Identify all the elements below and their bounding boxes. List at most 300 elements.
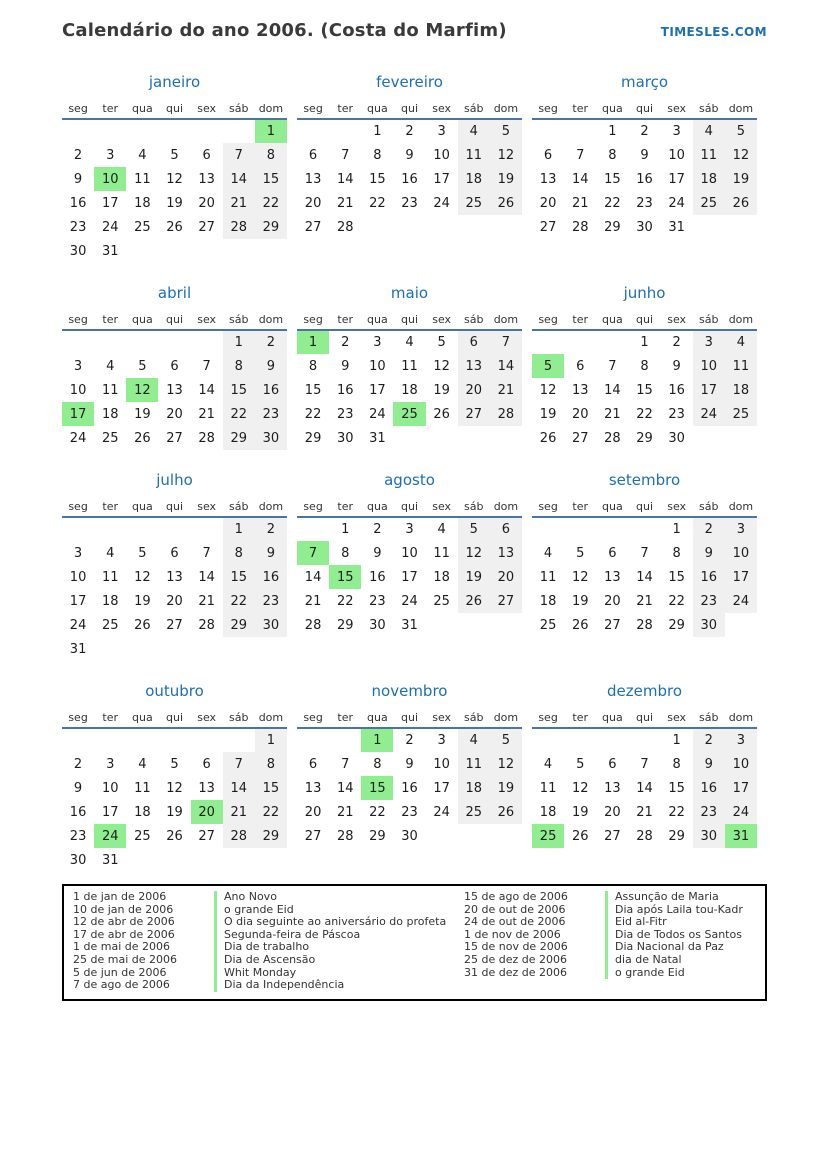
day-cell: 25 [101,617,119,633]
weekday-label: dom [725,497,757,517]
day-cell: 19 [134,593,151,609]
day-cell: 18 [134,804,151,820]
day-cell: 29 [604,219,621,235]
day-cell: 17 [693,378,725,402]
weekday-label: seg [62,99,94,119]
day-cell: 2 [693,728,725,752]
day-cell: 25 [101,430,119,446]
day-cell: 13 [198,780,215,796]
day-cell: 3 [437,733,446,748]
day-cell: 18 [458,167,490,191]
month-title: março [620,73,669,91]
empty-cell [458,426,490,450]
day-cell: 17 [69,593,87,609]
legend-date: 1 de jan de 2006 [73,890,167,903]
empty-cell [426,215,458,239]
day-cell: 27 [166,617,183,633]
weekday-label: qua [126,497,158,517]
day-cell: 1 [608,124,617,139]
empty-cell [126,728,158,752]
day-cell: 20 [166,406,183,422]
day-cell: 25 [693,191,725,215]
week-row [297,354,522,378]
empty-cell [297,728,329,752]
day-cell: 15 [255,776,287,800]
day-cell: 14 [198,569,215,585]
day-cell: 8 [672,545,681,561]
week-row [532,613,757,637]
week-row [62,119,287,143]
day-cell: 19 [490,167,522,191]
week-row [62,402,287,426]
month-novembro [297,683,522,872]
legend-date: 12 de abr de 2006 [73,915,175,929]
day-cell: 17 [62,402,94,426]
legend-holiday-name: Dia após Laila tou-Kadr [605,904,743,917]
day-cell: 13 [604,780,621,796]
empty-cell [158,119,190,143]
day-cell: 12 [725,143,757,167]
weekday-label: sáb [223,497,255,517]
day-cell: 23 [255,402,287,426]
day-cell: 30 [255,613,287,637]
month-title: novembro [371,682,448,700]
day-cell: 23 [668,406,685,422]
weekday-header-row [532,99,757,119]
day-cell: 26 [134,617,151,633]
day-cell: 31 [69,641,87,657]
weekday-header-row [62,497,287,517]
legend-holiday-name: Dia Nacional da Paz [605,941,724,954]
day-cell: 21 [636,593,653,609]
day-cell: 18 [539,804,557,820]
day-cell: 7 [608,358,617,374]
month-table [62,99,287,263]
day-cell: 10 [433,756,450,772]
day-cell: 26 [433,406,450,422]
weekday-label: sex [426,708,458,728]
day-cell: 17 [725,776,757,800]
weekday-label: qui [158,497,190,517]
day-cell: 12 [571,780,589,796]
empty-cell [158,848,190,872]
legend-holiday-name: Dia de Todos os Santos [605,929,742,942]
day-cell: 5 [138,545,147,561]
day-cell: 3 [373,335,382,350]
day-cell: 27 [539,219,557,235]
month-table [532,99,757,239]
day-cell: 17 [101,804,119,820]
month-title: junho [623,284,666,302]
weekday-header-row [62,708,287,728]
day-cell: 27 [604,828,621,844]
day-cell: 14 [223,776,255,800]
weekday-label: ter [564,310,596,330]
day-cell: 16 [369,569,386,585]
weekday-label: seg [62,310,94,330]
weekday-header-row [532,310,757,330]
day-cell: 30 [336,430,354,446]
empty-cell [393,215,425,239]
day-cell: 7 [490,330,522,354]
day-cell: 8 [255,752,287,776]
week-row [532,167,757,191]
day-cell: 10 [101,780,119,796]
weekday-label: seg [62,708,94,728]
week-row [62,848,287,872]
site-link[interactable]: TIMESLES.COM [660,25,767,39]
day-cell: 10 [433,147,450,163]
day-cell: 7 [341,756,350,772]
holidays-legend [62,884,767,1001]
weekday-label: qui [628,708,660,728]
day-cell: 25 [433,593,450,609]
day-cell: 29 [223,613,255,637]
day-cell: 28 [636,828,653,844]
day-cell: 24 [725,589,757,613]
empty-cell [191,728,223,752]
day-cell: 20 [304,195,322,211]
day-cell: 9 [341,358,350,374]
weekday-label: sáb [223,708,255,728]
day-cell: 17 [433,171,450,187]
weekday-label: sáb [693,310,725,330]
day-cell: 23 [369,593,386,609]
day-cell: 25 [393,402,425,426]
day-cell: 31 [369,430,386,446]
legend-date: 25 de dez de 2006 [464,952,568,966]
week-row [62,239,287,263]
week-row [532,378,757,402]
weekday-label: ter [329,310,361,330]
day-cell: 11 [101,569,119,585]
empty-cell [126,517,158,541]
day-cell: 28 [336,219,354,235]
empty-cell [223,119,255,143]
day-cell: 5 [532,354,564,378]
month-title: janeiro [148,73,201,91]
day-cell: 25 [134,219,151,235]
empty-cell [725,215,757,239]
week-row [297,565,522,589]
week-row [297,330,522,354]
day-cell: 2 [405,733,414,748]
day-cell: 10 [94,167,126,191]
day-cell: 10 [69,382,87,398]
day-cell: 16 [636,171,653,187]
week-row [297,752,522,776]
day-cell: 14 [636,569,653,585]
day-cell: 9 [672,358,681,374]
day-cell: 9 [373,545,382,561]
legend-holiday-name: Whit Monday [214,967,296,980]
day-cell: 25 [532,824,564,848]
day-cell: 19 [539,406,557,422]
day-cell: 22 [223,589,255,613]
empty-cell [223,637,255,661]
day-cell: 4 [543,756,553,772]
week-row [297,728,522,752]
day-cell: 10 [725,541,757,565]
day-cell: 13 [571,382,589,398]
month-title: dezembro [607,682,682,700]
weekday-label: sáb [223,99,255,119]
day-cell: 19 [166,804,183,820]
week-row [532,119,757,143]
month-title: setembro [608,471,681,489]
weekday-label: dom [725,310,757,330]
weekday-label: qui [393,310,425,330]
day-cell: 16 [401,780,418,796]
day-cell: 18 [725,378,757,402]
day-cell: 13 [304,171,322,187]
weekday-label: sáb [458,310,490,330]
empty-cell [596,517,628,541]
legend-date: 7 de ago de 2006 [73,978,170,992]
weekday-label: qui [158,708,190,728]
day-cell: 10 [369,358,386,374]
weekday-label: sáb [693,99,725,119]
day-cell: 29 [255,215,287,239]
day-cell: 3 [672,124,681,139]
day-cell: 2 [255,517,287,541]
day-cell: 2 [405,124,414,139]
empty-cell [596,330,628,354]
legend-holiday-name: Dia de trabalho [214,941,309,954]
day-cell: 28 [198,617,215,633]
legend-column-right [464,891,757,992]
day-cell: 14 [604,382,621,398]
weekday-header-row [297,497,522,517]
week-row [532,517,757,541]
week-row [297,378,522,402]
week-row [532,800,757,824]
weekday-label: sáb [458,497,490,517]
weekday-label: seg [297,99,329,119]
day-cell: 12 [134,569,151,585]
month-table [532,497,757,637]
day-cell: 8 [255,143,287,167]
day-cell: 6 [202,756,211,772]
day-cell: 24 [369,406,386,422]
empty-cell [725,426,757,450]
day-cell: 31 [725,824,757,848]
week-row [62,589,287,613]
day-cell: 5 [490,728,522,752]
empty-cell [255,637,287,661]
month-table [297,497,522,637]
day-cell: 4 [106,545,115,561]
empty-cell [191,848,223,872]
empty-cell [126,637,158,661]
day-cell: 6 [576,358,585,374]
empty-cell [628,728,660,752]
weekday-label: qui [628,497,660,517]
day-cell: 12 [490,752,522,776]
day-cell: 29 [668,828,685,844]
day-cell: 29 [223,426,255,450]
legend-date: 17 de abr de 2006 [73,927,175,941]
day-cell: 21 [636,804,653,820]
day-cell: 21 [336,195,354,211]
day-cell: 16 [693,776,725,800]
month-outubro [62,683,287,872]
weekday-label: qui [393,99,425,119]
day-cell: 4 [106,358,115,374]
weekday-label: qui [393,497,425,517]
empty-cell [628,517,660,541]
empty-cell [94,637,126,661]
weekday-label: ter [94,708,126,728]
weekday-header-row [62,310,287,330]
weekday-label: qua [596,310,628,330]
day-cell: 25 [458,191,490,215]
empty-cell [532,517,564,541]
weekday-label: qui [628,99,660,119]
weekday-label: sáb [693,708,725,728]
day-cell: 23 [255,589,287,613]
legend-holiday-name: Ano Novo [214,891,277,904]
empty-cell [693,215,725,239]
month-table [532,310,757,450]
day-cell: 28 [304,617,322,633]
day-cell: 21 [198,593,215,609]
day-cell: 24 [94,824,126,848]
legend-holiday-name: Assunção de Maria [605,891,719,904]
day-cell: 8 [672,756,681,772]
day-cell: 15 [668,569,685,585]
day-cell: 16 [401,171,418,187]
legend-holiday-name: o grande Eid [214,904,294,917]
week-row [297,143,522,167]
day-cell: 19 [571,593,589,609]
day-cell: 14 [636,780,653,796]
day-cell: 17 [668,171,685,187]
day-cell: 21 [490,378,522,402]
day-cell: 6 [308,147,318,163]
day-cell: 27 [490,589,522,613]
empty-cell [564,728,596,752]
day-cell: 11 [539,780,557,796]
month-title: outubro [145,682,204,700]
empty-cell [223,239,255,263]
day-cell: 19 [571,804,589,820]
week-row [62,728,287,752]
weekday-label: sex [191,497,223,517]
day-cell: 23 [336,406,354,422]
month-table [62,310,287,450]
weekday-label: sex [661,99,693,119]
month-maio [297,285,522,450]
day-cell: 26 [571,617,589,633]
day-cell: 28 [490,402,522,426]
month-table [532,708,757,848]
day-cell: 24 [101,219,119,235]
legend-date: 5 de jun de 2006 [73,965,167,979]
day-cell: 24 [433,195,450,211]
day-cell: 16 [255,378,287,402]
empty-cell [532,119,564,143]
day-cell: 28 [636,617,653,633]
day-cell: 16 [69,195,87,211]
day-cell: 25 [539,617,557,633]
day-cell: 28 [604,430,621,446]
week-row [62,517,287,541]
day-cell: 13 [539,171,557,187]
empty-cell [191,517,223,541]
day-cell: 2 [73,147,83,163]
day-cell: 13 [166,382,183,398]
week-row [532,589,757,613]
legend-item [464,891,757,904]
day-cell: 15 [223,378,255,402]
day-cell: 7 [223,752,255,776]
legend-holiday-name: Segunda-feira de Páscoa [214,929,360,942]
day-cell: 3 [725,728,757,752]
day-cell: 4 [725,330,757,354]
day-cell: 25 [458,800,490,824]
day-cell: 24 [401,593,418,609]
day-cell: 11 [725,354,757,378]
weekday-label: sáb [693,497,725,517]
day-cell: 6 [458,330,490,354]
day-cell: 5 [576,545,585,561]
legend-date: 24 de out de 2006 [464,915,566,929]
weekday-label: qua [596,708,628,728]
week-row [62,426,287,450]
day-cell: 20 [166,593,183,609]
day-cell: 26 [725,191,757,215]
empty-cell [458,824,490,848]
day-cell: 15 [255,167,287,191]
weekday-header-row [297,99,522,119]
day-cell: 18 [134,195,151,211]
month-title: julho [156,471,193,489]
day-cell: 2 [640,124,649,139]
day-cell: 8 [308,358,318,374]
week-row [532,143,757,167]
day-cell: 1 [223,330,255,354]
day-cell: 19 [725,167,757,191]
day-cell: 10 [401,545,418,561]
day-cell: 8 [341,545,350,561]
empty-cell [426,824,458,848]
day-cell: 2 [341,335,350,350]
day-cell: 22 [668,804,685,820]
day-cell: 5 [490,119,522,143]
day-cell: 18 [693,167,725,191]
week-row [297,191,522,215]
week-row [297,824,522,848]
day-cell: 29 [304,430,322,446]
day-cell: 22 [304,406,322,422]
month-março [532,74,757,263]
day-cell: 12 [571,569,589,585]
day-cell: 13 [458,354,490,378]
legend-column-left [73,891,464,992]
day-cell: 9 [693,752,725,776]
empty-cell [532,728,564,752]
weekday-label: dom [725,708,757,728]
empty-cell [426,426,458,450]
day-cell: 13 [166,569,183,585]
weekday-label: dom [490,708,522,728]
legend-item [73,891,464,904]
day-cell: 16 [693,565,725,589]
legend-item [73,979,464,992]
day-cell: 11 [134,780,151,796]
empty-cell [62,119,94,143]
